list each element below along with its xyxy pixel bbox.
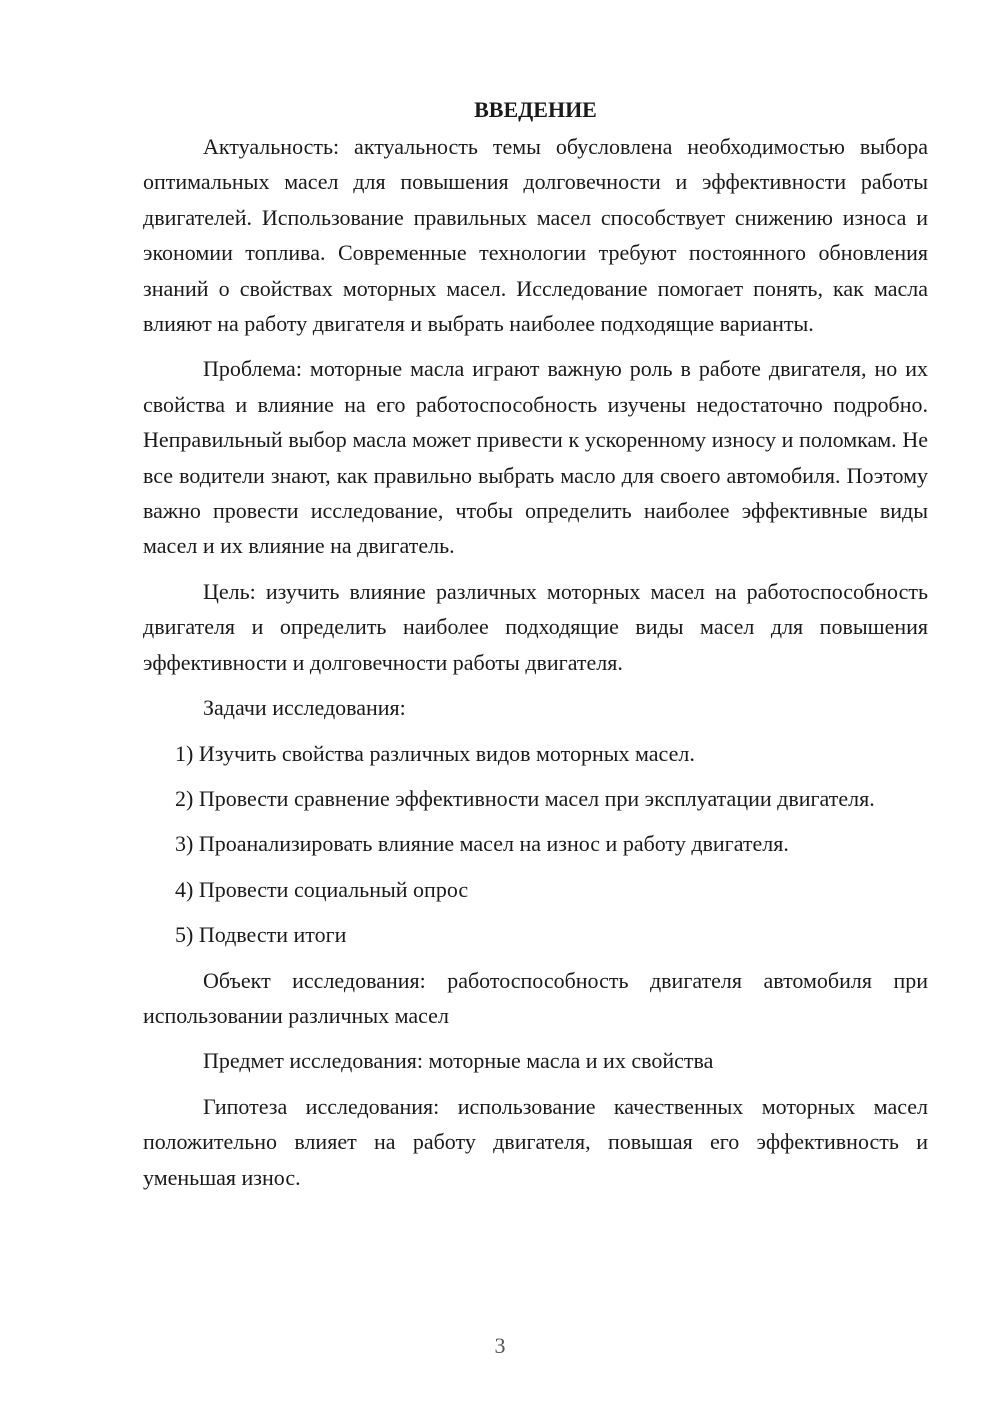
task-item: 1) Изучить свойства различных видов моторных масел. <box>175 740 695 766</box>
task-item: 3) Проанализировать влияние масел на износ и работу двигателя. <box>175 831 789 857</box>
task-item: 5) Подвести итоги <box>175 922 347 948</box>
section-heading: ВВЕДЕНИЕ <box>474 97 597 122</box>
task-item: 2) Провести сравнение эффективности масел при эксплуатации двигателя. <box>175 785 875 811</box>
relevance-paragraph: Актуальность: актуальность темы обусловлена необходимостью выбора оптимальных масел для повышения долговечности и эффективности работы двигателей. Использование правильных масел способствует снижению износа и экономии топлива. Современные технологии требуют постоянного обновления знаний о свойствах моторных масел. Исследование помогает понять, как масла влияют на работу двигателя и выбрать наиболее подходящие варианты. <box>143 134 928 337</box>
problem-paragraph: Проблема: моторные масла играют важную роль в работе двигателя, но их свойства и влияние на его работоспособность изучены недостаточно подробно. Неправильный выбор масла может привести к ускоренному износу и поломкам. Не все водители знают, как правильно выбрать масло для своего автомобиля. Поэтому важно провести исследование, чтобы определить наиболее эффективные виды масел и их влияние на двигатель. <box>143 356 928 559</box>
tasks-title: Задачи исследования: <box>203 695 406 721</box>
task-item: 4) Провести социальный опрос <box>175 876 469 902</box>
object-paragraph: Объект исследования: работоспособность двигателя автомобиля при использовании различных масел <box>143 967 928 1028</box>
hypothesis-paragraph: Гипотеза исследования: использование качественных моторных масел положительно влияет на работу двигателя, повышая его эффективность и уменьшая износ. <box>143 1093 928 1190</box>
subject-paragraph: Предмет исследования: моторные масла и их свойства <box>203 1048 714 1074</box>
page-number: 3 <box>494 1333 506 1358</box>
document-page <box>143 92 928 1205</box>
goal-paragraph: Цель: изучить влияние различных моторных масел на работоспособность двигателя и определить наиболее подходящие виды масел для повышения эффективности и долговечности работы двигателя. <box>143 578 928 675</box>
